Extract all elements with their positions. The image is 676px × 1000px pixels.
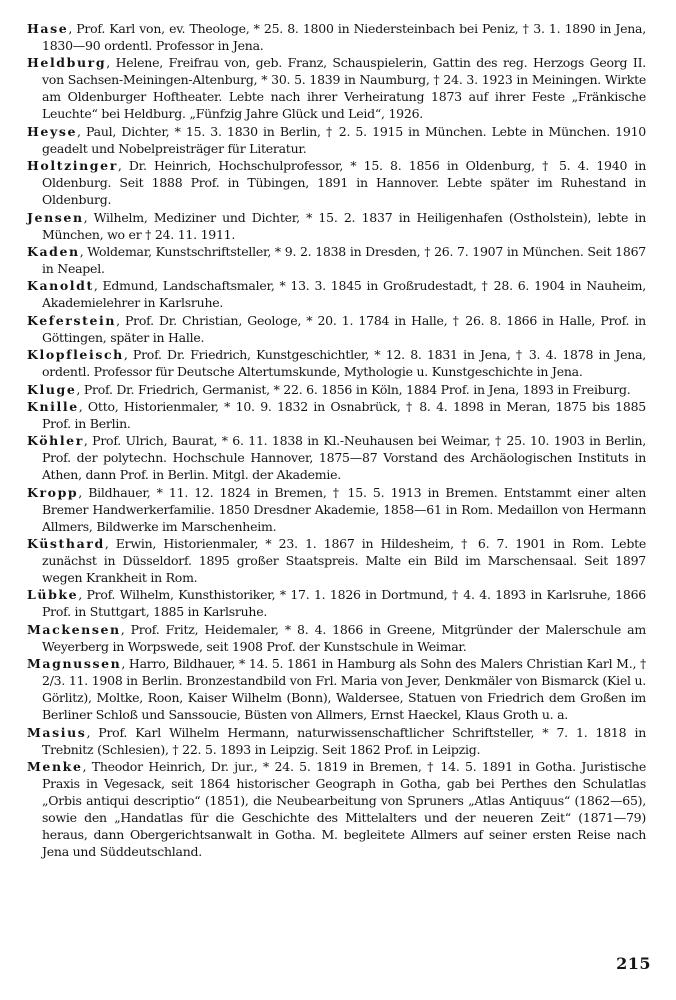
entry-name: Küsthard <box>27 536 105 552</box>
entry-text: , Bildhauer, * 11. 12. 1824 in Bremen, † 15. 5. 1913 in Bremen. Entstammt einer alten Bremer Handwerkerfamilie. 1850 Dresdner Akademie, 1858—61 in Rom. Medaillon von Hermann Allmers, Bildwerke im Marschenheim. <box>42 484 646 534</box>
biographical-entry <box>27 586 646 620</box>
entry-list <box>27 20 646 860</box>
entry-name: Masius <box>27 724 87 740</box>
entry-name: Kanoldt <box>27 278 94 294</box>
biographical-entry <box>27 655 646 723</box>
entry-text: , Prof. Ulrich, Baurat, * 6. 11. 1838 in Kl.-Neuhausen bei Weimar, † 25. 10. 1903 in Berlin, Prof. der polytechn. Hochschule Hannover, 1875—87 Vorstand des Archäologischen Instituts in Athen, dann Prof. in Berlin. Mitgl. der Akademie. <box>42 433 646 483</box>
biographical-entry <box>27 123 646 157</box>
biographical-entry <box>27 758 646 860</box>
entry-name: Kropp <box>27 484 79 500</box>
entry-name: Mackensen <box>27 621 121 637</box>
entry-name: Heyse <box>27 123 78 139</box>
entry-text: , Prof. Dr. Friedrich, Germanist, * 22. 6. 1856 in Köln, 1884 Prof. in Jena, 1893 in Freiburg. <box>76 381 631 397</box>
entry-name: Klopfleisch <box>27 347 124 363</box>
entry-text: , Otto, Historienmaler, * 10. 9. 1832 in Osnabrück, † 8. 4. 1898 in Meran, 1875 bis 1885 Prof. in Berlin. <box>42 398 646 431</box>
entry-name: Knille <box>27 398 79 414</box>
entry-text: , Theodor Heinrich, Dr. jur., * 24. 5. 1819 in Bremen, † 14. 5. 1891 in Gotha. Juristische Praxis in Vegesack, seit 1864 historischer Geograph in Gotha, gab bei Perthes den Schulatlas „Orbis antiqui descriptio“ (1851), die Neubearbeitung von Spruners „Atlas Antiquus“ (1862—65), sowie den „Handatlas für die Geschichte des Mittelalters und der neueren Zeit“ (1871—79) heraus, dann Obergerichtsanwalt in Gotha. M. begleitete Allmers auf seiner ersten Reise nach Jena und Süddeutschland. <box>42 759 646 860</box>
biographical-entry <box>27 54 646 122</box>
entry-text: , Prof. Fritz, Heidemaler, * 8. 4. 1866 in Greene, Mitgründer der Malerschule am Weyerberg in Worpswede, seit 1908 Prof. der Kunstschule in Weimar. <box>42 621 646 654</box>
entry-name: Keferstein <box>27 312 117 328</box>
biographical-entry <box>27 243 646 277</box>
entry-text: , Harro, Bildhauer, * 14. 5. 1861 in Hamburg als Sohn des Malers Christian Karl M., † 2/3. 11. 1908 in Berlin. Bronzestandbild von Frl. Maria von Jever, Denkmäler von Bismarck (Kiel u. Görlitz), Moltke, Roon, Kaiser Wilhelm (Bonn), Waldersee, Statuen von Friedrich dem Großen im Berliner Schloß und Sanssoucie, Büsten von Allmers, Ernst Haeckel, Klaus Groth u. a. <box>42 656 646 723</box>
entry-text: , Prof. Karl von, ev. Theologe, * 25. 8. 1800 in Niedersteinbach bei Peniz, † 3. 1. 1890 in Jena, 1830—90 ordentl. Professor in Jena. <box>42 21 646 53</box>
biographical-entry <box>27 621 646 655</box>
biographical-entry <box>27 432 646 483</box>
entry-text: , Dr. Heinrich, Hochschulprofessor, * 15. 8. 1856 in Oldenburg, † 5. 4. 1940 in Oldenburg. Seit 1888 Prof. in Tübingen, 1891 in Hannover. Lebte später im Ruhestand in Oldenburg. <box>42 158 646 208</box>
entry-name: Kaden <box>27 243 80 259</box>
biographical-entry <box>27 209 646 243</box>
biographical-entry <box>27 484 646 535</box>
biographical-entry <box>27 157 646 208</box>
entry-text: , Erwin, Historienmaler, * 23. 1. 1867 in Hildesheim, † 6. 7. 1901 in Rom. Lebte zunächst in Düsseldorf. 1895 großer Staatspreis. Malte ein Bild im Marschensaal. Seit 1897 wegen Krankheit in Rom. <box>42 536 646 586</box>
biographical-entry <box>27 277 646 311</box>
entry-text: , Prof. Karl Wilhelm Hermann, naturwissenschaftlicher Schriftsteller, * 7. 1. 1818 in Trebnitz (Schlesien), † 22. 5. 1893 in Leipzig. Seit 1862 Prof. in Leipzig. <box>42 724 646 757</box>
entry-text: , Paul, Dichter, * 15. 3. 1830 in Berlin, † 2. 5. 1915 in München. Lebte in München. 1910 geadelt und Nobelpreisträger für Literatur. <box>42 123 646 156</box>
entry-name: Jensen <box>27 209 84 225</box>
entry-text: , Woldemar, Kunstschriftsteller, * 9. 2. 1838 in Dresden, † 26. 7. 1907 in München. Seit 1867 in Neapel. <box>42 243 646 276</box>
biographical-entry <box>27 724 646 758</box>
biographical-entry <box>27 381 646 398</box>
entry-name: Menke <box>27 759 83 775</box>
entry-text: , Edmund, Landschaftsmaler, * 13. 3. 1845 in Großrudestadt, † 28. 6. 1904 in Nauheim, Akademielehrer in Karlsruhe. <box>42 278 646 311</box>
entry-name: Hase <box>27 21 69 36</box>
biographical-entry <box>27 535 646 586</box>
entry-text: , Prof. Dr. Christian, Geologe, * 20. 1. 1784 in Halle, † 26. 8. 1866 in Halle, Prof. in Göttingen, später in Halle. <box>42 312 646 345</box>
biographical-entry <box>27 20 646 54</box>
entry-text: , Wilhelm, Mediziner und Dichter, * 15. 2. 1837 in Heiligenhafen (Ostholstein), lebte in München, wo er † 24. 11. 1911. <box>42 209 646 242</box>
entry-name: Magnussen <box>27 656 122 672</box>
entry-text: , Helene, Freifrau von, geb. Franz, Schauspielerin, Gattin des reg. Herzogs Georg II. von Sachsen-Meiningen-Altenburg, * 30. 5. 1839 in Naumburg, † 24. 3. 1923 in Meiningen. Wirkte am Oldenburger Hoftheater. Lebte nach ihrer Verheiratung 1873 auf ihrer Feste „Fränkische Leuchte“ bei Heldburg. „Fünfzig Jahre Glück und Leid“, 1926. <box>42 55 646 122</box>
entry-name: Köhler <box>27 433 84 449</box>
entry-text: , Prof. Wilhelm, Kunsthistoriker, * 17. 1. 1826 in Dortmund, † 4. 4. 1893 in Karlsruhe, 1866 Prof. in Stuttgart, 1885 in Karlsruhe. <box>42 587 646 620</box>
biographical-entry <box>27 312 646 346</box>
entry-text: , Prof. Dr. Friedrich, Kunstgeschichtler, * 12. 8. 1831 in Jena, † 3. 4. 1878 in Jena, ordentl. Professor für Deutsche Altertumskunde, Mythologie u. Kunstgeschichte in Jena. <box>42 347 646 380</box>
biographical-entry <box>27 398 646 432</box>
page-number: 215 <box>616 954 651 973</box>
entry-name: Kluge <box>27 381 77 397</box>
entry-name: Heldburg <box>27 55 107 71</box>
entry-name: Lübke <box>27 587 79 603</box>
biographical-entry <box>27 346 646 380</box>
entry-name: Holtzinger <box>27 158 118 174</box>
